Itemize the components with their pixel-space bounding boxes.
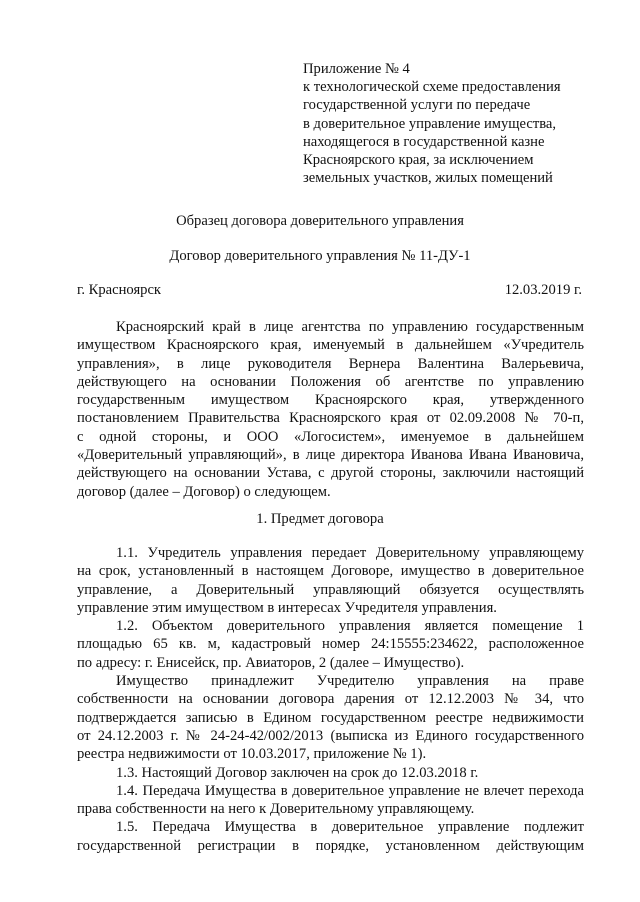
text-line: действующего на основании Положения об агентстве по управлению <box>77 373 584 390</box>
text-line: 1.2. Объектом доверительного управления является помещение 1 <box>116 618 584 635</box>
text-line: подтверждается записью в Едином государственном реестре недвижимости <box>77 709 584 726</box>
text-line: от 24.12.2003 г. № 24-24-42/002/2013 (выписка из Единого государственного <box>77 727 584 744</box>
document-title: Образец договора доверительного управления <box>176 213 464 229</box>
text-line: площадью 65 кв. м, кадастровый номер 24:15555:234622, расположенное <box>77 636 584 653</box>
contract-title: Договор доверительного управления № 11-ДУ-1 <box>169 248 471 264</box>
text-line: государственной регистрации в порядке, установленном действующим <box>77 837 584 854</box>
text-line: государственным имуществом Красноярского края, утвержденного <box>77 392 584 409</box>
text-line: по адресу: г. Енисейск, пр. Авиаторов, 2 (далее – Имущество). <box>77 654 465 671</box>
contract-date: 12.03.2019 г. <box>504 282 582 298</box>
annex-header <box>303 60 603 187</box>
annex-line: государственной услуги по передаче <box>303 97 531 114</box>
annex-line: Приложение № 4 <box>303 61 410 77</box>
section-1-title: 1. Предмет договора <box>256 511 384 527</box>
annex-line: в доверительное управление имущества, <box>303 115 557 132</box>
text-line: действующего на основании Устава, с другой стороны, заключили настоящий <box>77 465 584 482</box>
text-line: реестра недвижимости от 10.03.2017, приложение № 1). <box>77 746 427 763</box>
annex-line: находящегося в государственной казне <box>303 133 545 150</box>
text-line: управление этим имуществом в интересах Учредителя управления. <box>77 599 497 616</box>
text-line: права собственности на него к Доверительному управляющему. <box>77 801 475 818</box>
text-line: с одной стороны, и ООО «Логосистем», именуемое в дальнейшем <box>77 428 584 445</box>
preamble-paragraph <box>77 318 584 501</box>
contract-city: г. Красноярск <box>77 282 162 298</box>
text-line: 1.3. Настоящий Договор заключен на срок до 12.03.2018 г. <box>116 764 479 781</box>
annex-line: к технологической схеме предоставления <box>303 79 561 96</box>
text-line: Имущество принадлежит Учредителю управления на праве <box>116 673 584 690</box>
text-line: имуществом Красноярского края, именуемый в дальнейшем «Учредитель <box>77 337 584 354</box>
text-line: постановлением Правительства Красноярского края от 02.09.2008 № 70-п, <box>77 410 584 427</box>
section-1-body <box>77 544 584 855</box>
text-line: 1.5. Передача Имущества в доверительное управление подлежит <box>116 819 584 836</box>
text-line: 1.1. Учредитель управления передает Доверительному управляющему <box>116 545 584 561</box>
annex-line: Красноярского края, за исключением <box>303 152 534 169</box>
text-line: Красноярский край в лице агентства по управлению государственным <box>116 319 584 335</box>
text-line: управления», в лице руководителя Вернера Валентина Валерьевича, <box>77 355 584 372</box>
text-line: договор (далее – Договор) о следующем. <box>77 483 331 500</box>
text-line: управление, а Доверительный управляющий обязуется осуществлять <box>77 581 584 598</box>
text-line: «Доверительный управляющий», в лице директора Иванова Ивана Ивановича, <box>77 447 584 464</box>
text-line: собственности на основании договора дарения от 12.12.2003 № 34, что <box>77 691 584 708</box>
annex-line: земельных участков, жилых помещений <box>303 170 553 187</box>
text-line: на срок, установленный в настоящем Договоре, имущество в доверительное <box>77 563 584 580</box>
text-line: 1.4. Передача Имущества в доверительное управление не влечет перехода <box>116 782 584 799</box>
